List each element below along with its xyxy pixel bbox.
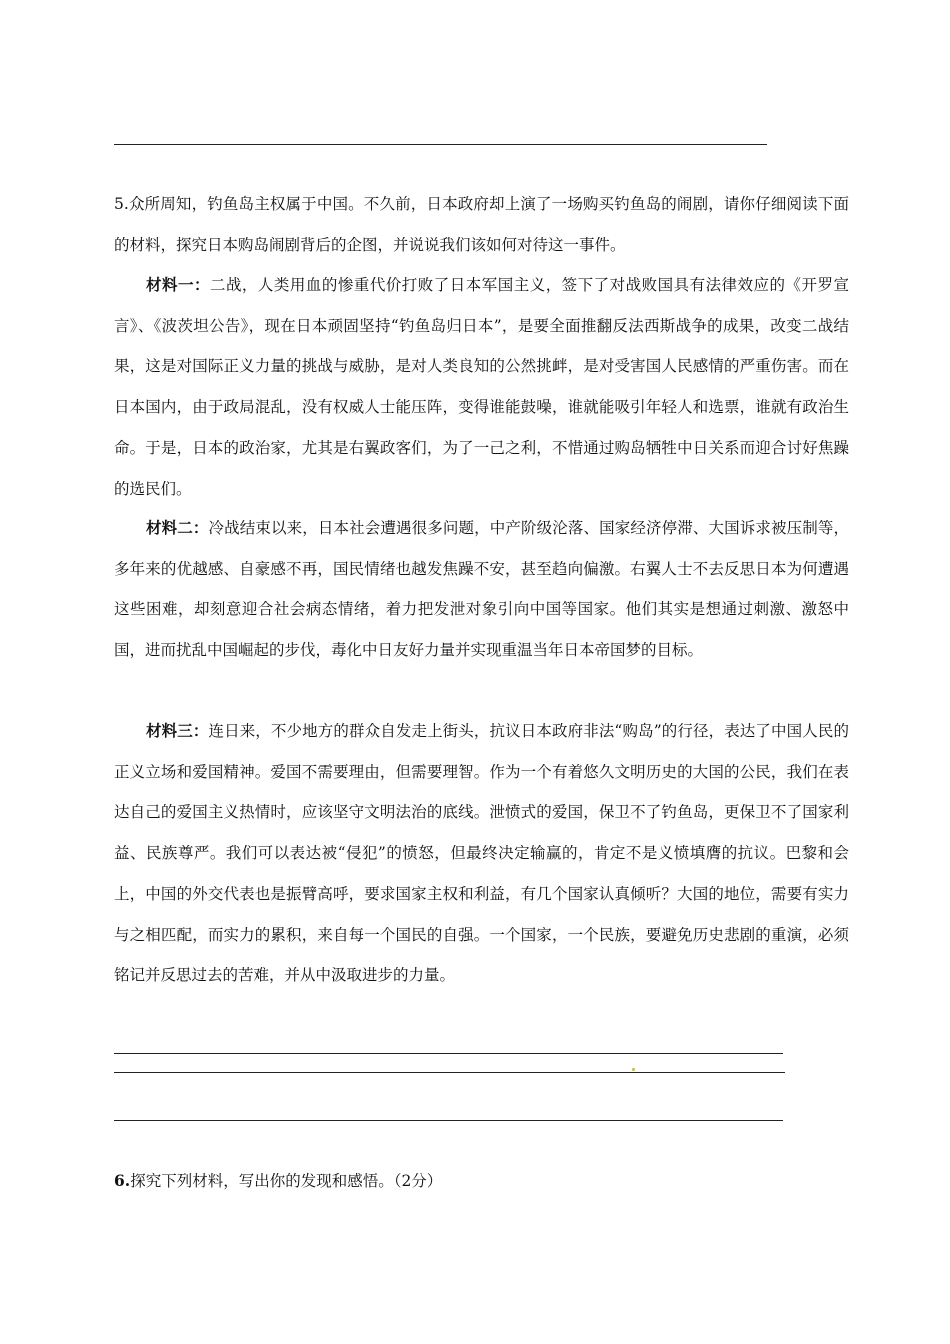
q6-prompt-text: 探究下列材料，写出你的发现和感悟。（2分） — [130, 1172, 443, 1190]
q5-prompt-text: 众所周知，钓鱼岛主权属于中国。不久前，日本政府却上演了一场购买钓鱼岛的闹剧，请你仔细阅读下面的材料，探究日本购岛闹剧背后的企图，并说说我们该如何对待这一事件。 — [114, 195, 849, 254]
material-2-label: 材料二： — [146, 518, 209, 537]
q5-prompt — [114, 184, 849, 265]
answer-line-2 — [114, 1072, 785, 1073]
speck-mark — [632, 1068, 635, 1071]
answer-line-3 — [114, 1120, 783, 1121]
material-1-text: 二战，人类用血的惨重代价打败了日本军国主义，签下了对战败国具有法律效应的《开罗宣言》、《波茨坦公告》，现在日本顽固坚持“钓鱼岛归日本”，是要全面推翻反法西斯战争的成果，改变二战结果，这是对国际正义力量的挑战与威胁，是对人类良知的公然挑衅，是对受害国人民感情的严重伤害。而在日本国内，由于政局混乱，没有权威人士能压阵，变得谁能鼓噪，谁就能吸引年轻人和选票，谁就有政治生命。于是，日本的政治家，尤其是右翼政客们，为了一己之利，不惜通过购岛牺牲中日关系而迎合讨好焦躁的选民们。 — [114, 276, 849, 498]
material-3-label: 材料三： — [146, 721, 209, 740]
q6-number: 6. — [114, 1171, 131, 1190]
material-3-text: 连日来，不少地方的群众自发走上街头，抗议日本政府非法“购岛”的行径，表达了中国人民的正义立场和爱国精神。爱国不需要理由，但需要理智。作为一个有着悠久文明历史的大国的公民，我们在表达自己的爱国主义热情时，应该坚守文明法治的底线。泄愤式的爱国，保卫不了钓鱼岛，更保卫不了国家利益、民族尊严。我们可以表达被“侵犯”的愤怒，但最终决定输赢的，肯定不是义愤填膺的抗议。巴黎和会上，中国的外交代表也是振臂高呼，要求国家主权和利益，有几个国家认真倾听？大国的地位，需要有实力与之相匹配，而实力的累积，来自每一个国民的自强。一个国家，一个民族，要避免历史悲剧的重演，必须铭记并反思过去的苦难，并从中汲取进步的力量。 — [114, 722, 849, 985]
material-1 — [114, 265, 849, 509]
material-2 — [114, 508, 849, 671]
answer-line-top — [114, 144, 767, 145]
q6-prompt — [114, 1161, 849, 1202]
answer-line-1 — [114, 1053, 783, 1054]
material-3 — [114, 711, 849, 996]
material-1-label: 材料一： — [146, 275, 210, 294]
q5-number: 5. — [114, 195, 129, 213]
material-2-text: 冷战结束以来，日本社会遭遇很多问题，中产阶级沦落、国家经济停滞、大国诉求被压制等，多年来的优越感、自豪感不再，国民情绪也越发焦躁不安，甚至趋向偏激。右翼人士不去反思日本为何遭遇这些困难，却刻意迎合社会病态情绪，着力把发泄对象引向中国等国家。他们其实是想通过刺激、激怒中国，进而扰乱中国崛起的步伐，毒化中日友好力量并实现重温当年日本帝国梦的目标。 — [114, 519, 849, 660]
